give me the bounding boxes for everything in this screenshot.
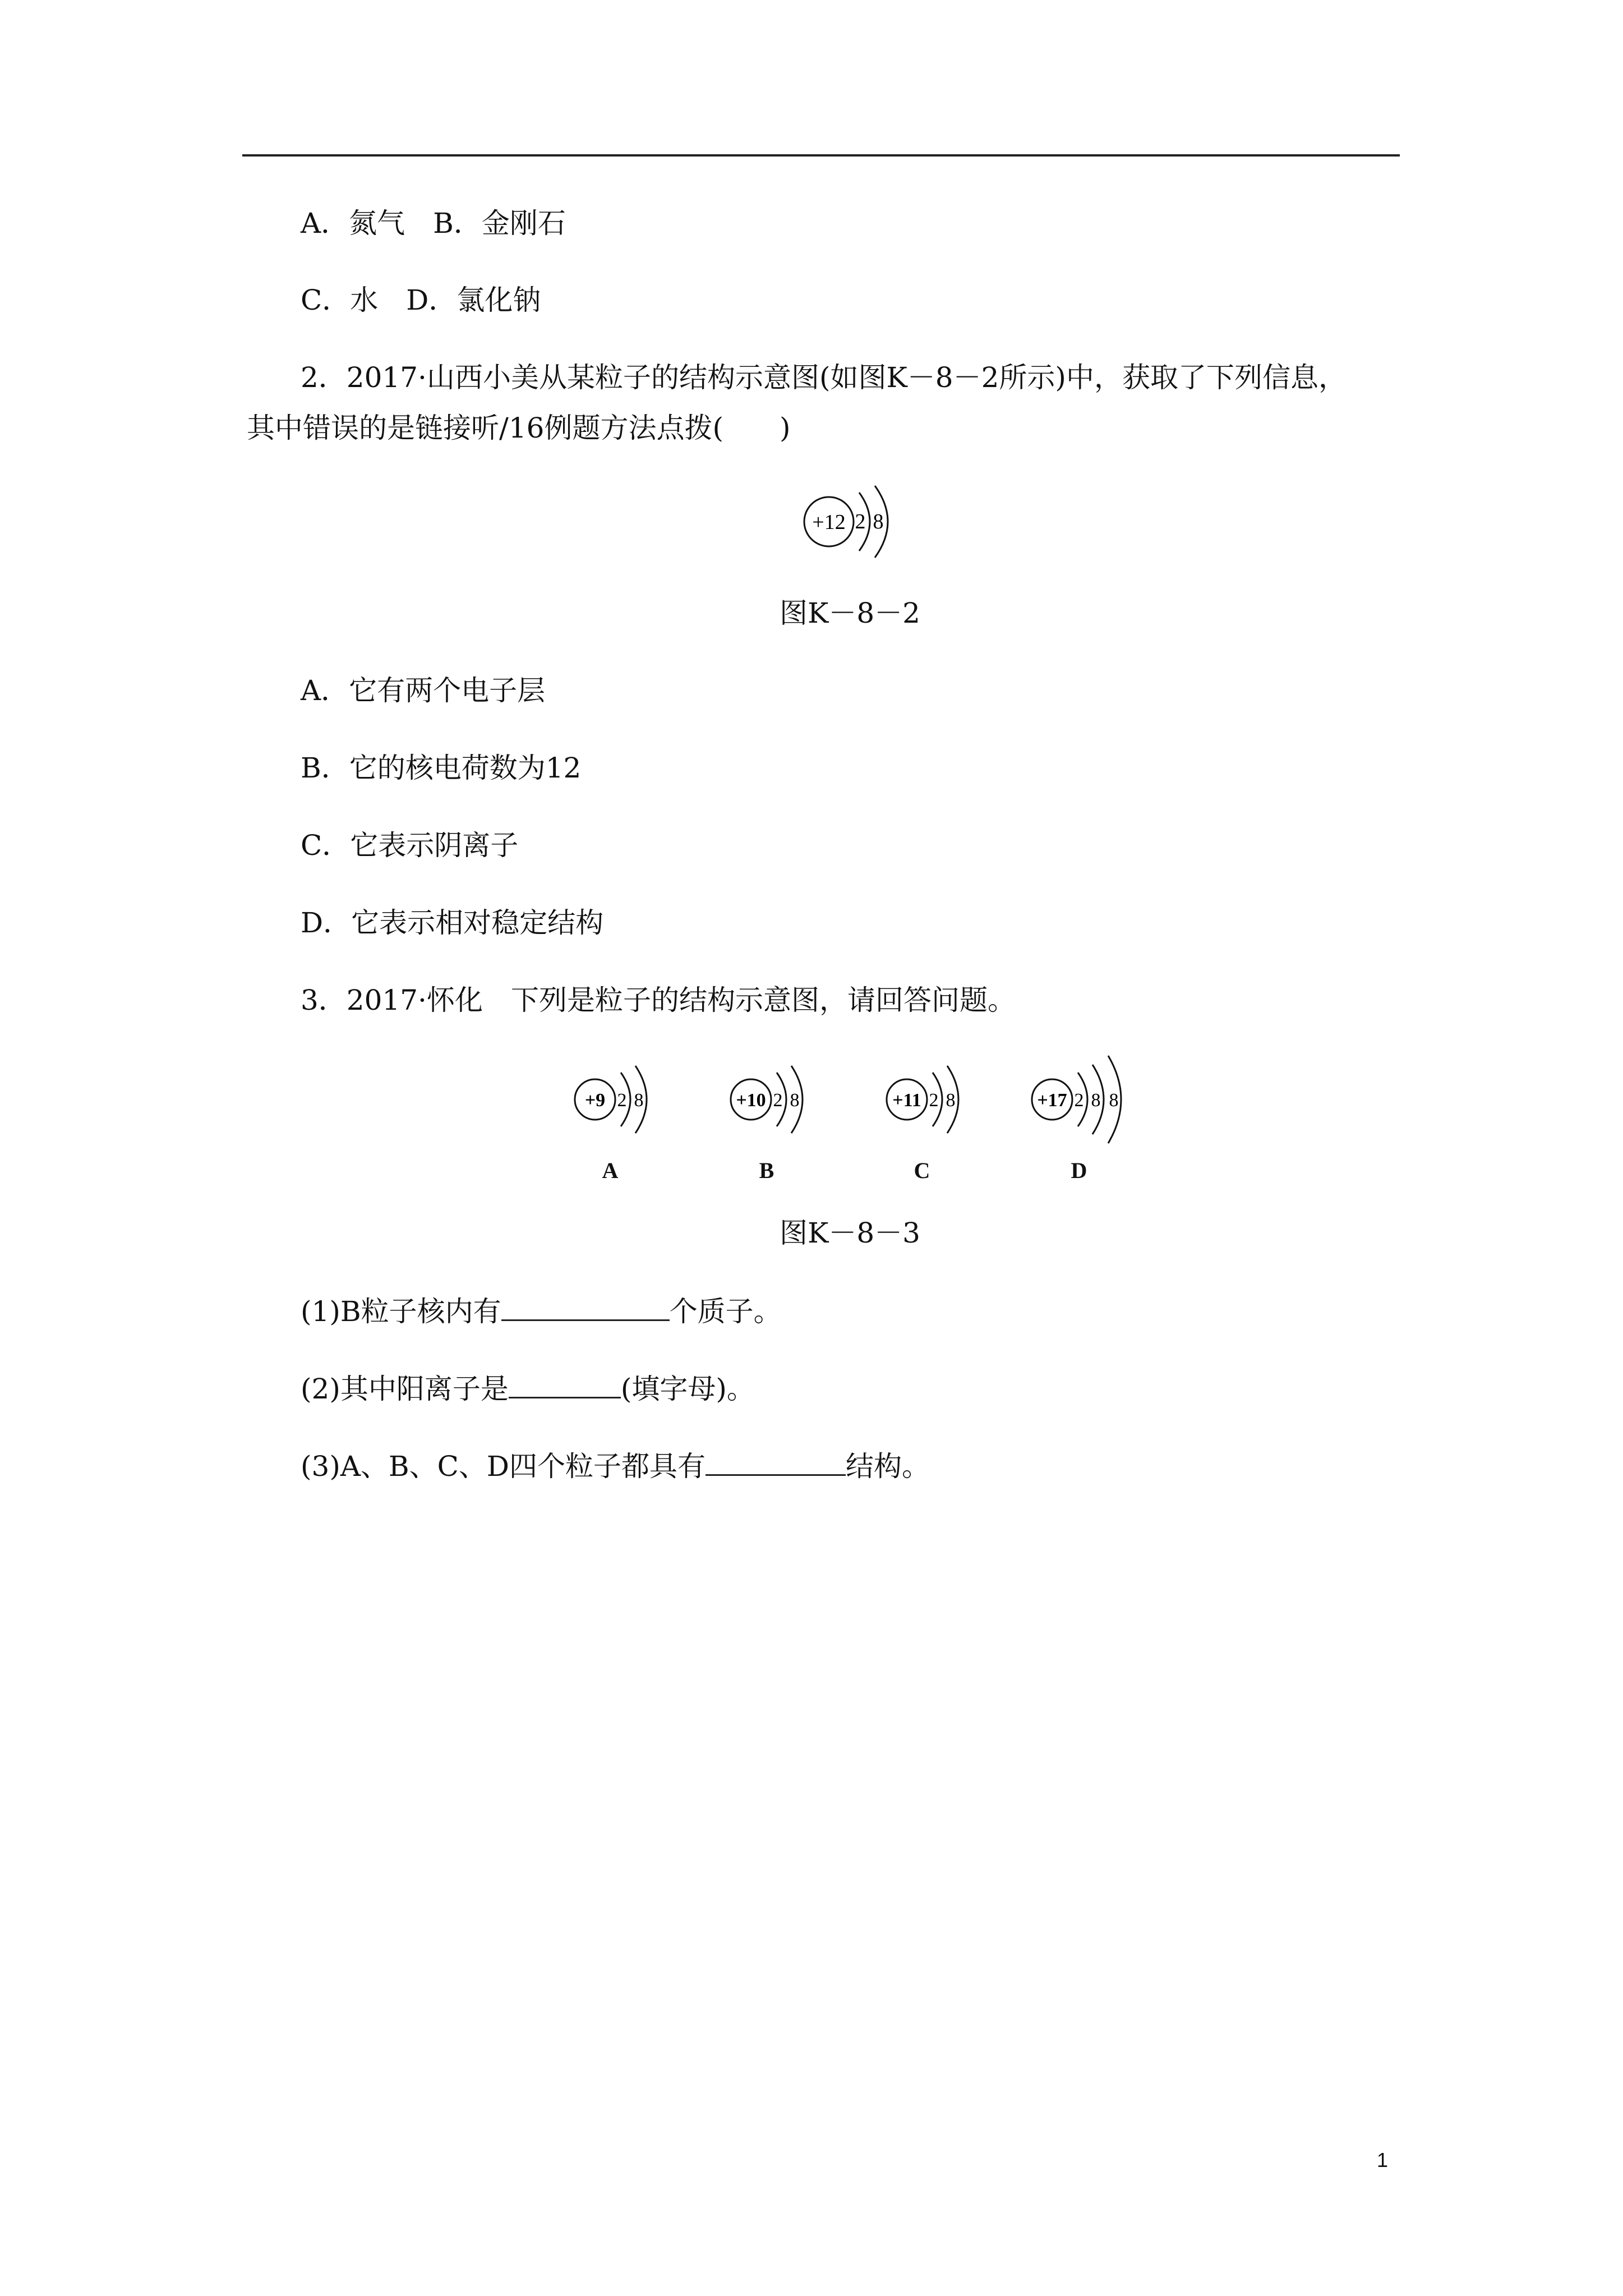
q3-atom-b-label: B xyxy=(759,1158,774,1183)
q3-atom-a-shell-1: 2 xyxy=(617,1090,627,1111)
q3-sub1-text-after: 个质子。 xyxy=(669,1295,782,1328)
q3-atom-b-nucleus: +10 xyxy=(736,1090,766,1111)
q3-figure-caption: 图K－8－3 xyxy=(780,1217,920,1249)
q3-sub1 xyxy=(301,1293,782,1330)
q2-option-c: C．它表示阴离子 xyxy=(301,829,519,862)
q3-atom-d-shell-2: 8 xyxy=(1091,1090,1101,1111)
q3-sub3-text-after: 结构。 xyxy=(846,1450,930,1483)
q2-shell-count-1: 2 xyxy=(855,510,866,533)
q2-atom-diagram xyxy=(796,482,909,567)
q3-atom-d-nucleus: +17 xyxy=(1037,1090,1067,1111)
q3-sub1-answer-blank[interactable] xyxy=(501,1297,670,1321)
q3-sub2 xyxy=(301,1370,755,1407)
q3-atom-b-diagram xyxy=(725,1060,826,1144)
q3-atom-b-shell-2: 8 xyxy=(790,1090,800,1111)
page-number: 1 xyxy=(1377,2148,1389,2171)
q3-atom-c-label: C xyxy=(914,1158,930,1183)
q3-atom-d-shell-3: 8 xyxy=(1109,1090,1119,1111)
header-rule xyxy=(242,154,1400,157)
q3-atom-a-label: A xyxy=(602,1158,619,1183)
q2-stem-line2: 其中错误的是链接听/16例题方法点拨( ) xyxy=(247,412,791,444)
q3-sub1-text-before: (1)B粒子核内有 xyxy=(301,1295,501,1328)
q2-shell-count-2: 8 xyxy=(873,510,884,533)
q3-atom-c-shell-2: 8 xyxy=(946,1090,956,1111)
q3-atom-c-nucleus: +11 xyxy=(892,1090,921,1111)
q3-sub2-text-before: (2)其中阳离子是 xyxy=(301,1373,509,1405)
q3-atom-d-diagram xyxy=(1026,1049,1155,1150)
q2-option-a: A．它有两个电子层 xyxy=(301,674,546,707)
q3-sub2-answer-blank[interactable] xyxy=(509,1374,621,1398)
q1-options-ab: A．氮气 B．金刚石 xyxy=(301,207,566,240)
q3-stem: 3．2017·怀化 下列是粒子的结构示意图，请回答问题。 xyxy=(301,984,1016,1016)
q3-atom-c-shell-1: 2 xyxy=(929,1090,939,1111)
q3-atom-d-label: D xyxy=(1071,1158,1087,1183)
q3-atom-c-diagram xyxy=(881,1060,982,1144)
q2-nucleus-charge: +12 xyxy=(812,510,846,534)
q3-sub2-text-after: (填字母)。 xyxy=(620,1373,755,1405)
q2-option-b: B．它的核电荷数为12 xyxy=(301,752,582,784)
q3-atom-b-shell-1: 2 xyxy=(773,1090,783,1111)
q2-stem-line1: 2．2017·山西小美从某粒子的结构示意图(如图K－8－2所示)中，获取了下列信息， xyxy=(301,361,1347,394)
q3-atom-a-shell-2: 8 xyxy=(634,1090,644,1111)
q3-atom-d-shell-1: 2 xyxy=(1074,1090,1084,1111)
q1-options-cd: C．水 D．氯化钠 xyxy=(301,284,541,316)
q2-option-d: D．它表示相对稳定结构 xyxy=(301,907,604,939)
q3-atom-a-nucleus: +9 xyxy=(584,1090,606,1111)
q3-sub3 xyxy=(301,1448,930,1485)
q3-atom-a-diagram xyxy=(569,1060,670,1144)
q3-sub3-answer-blank[interactable] xyxy=(706,1452,846,1476)
q2-figure-caption: 图K－8－2 xyxy=(780,597,920,629)
q3-sub3-text-before: (3)A、B、C、D四个粒子都具有 xyxy=(301,1450,706,1483)
